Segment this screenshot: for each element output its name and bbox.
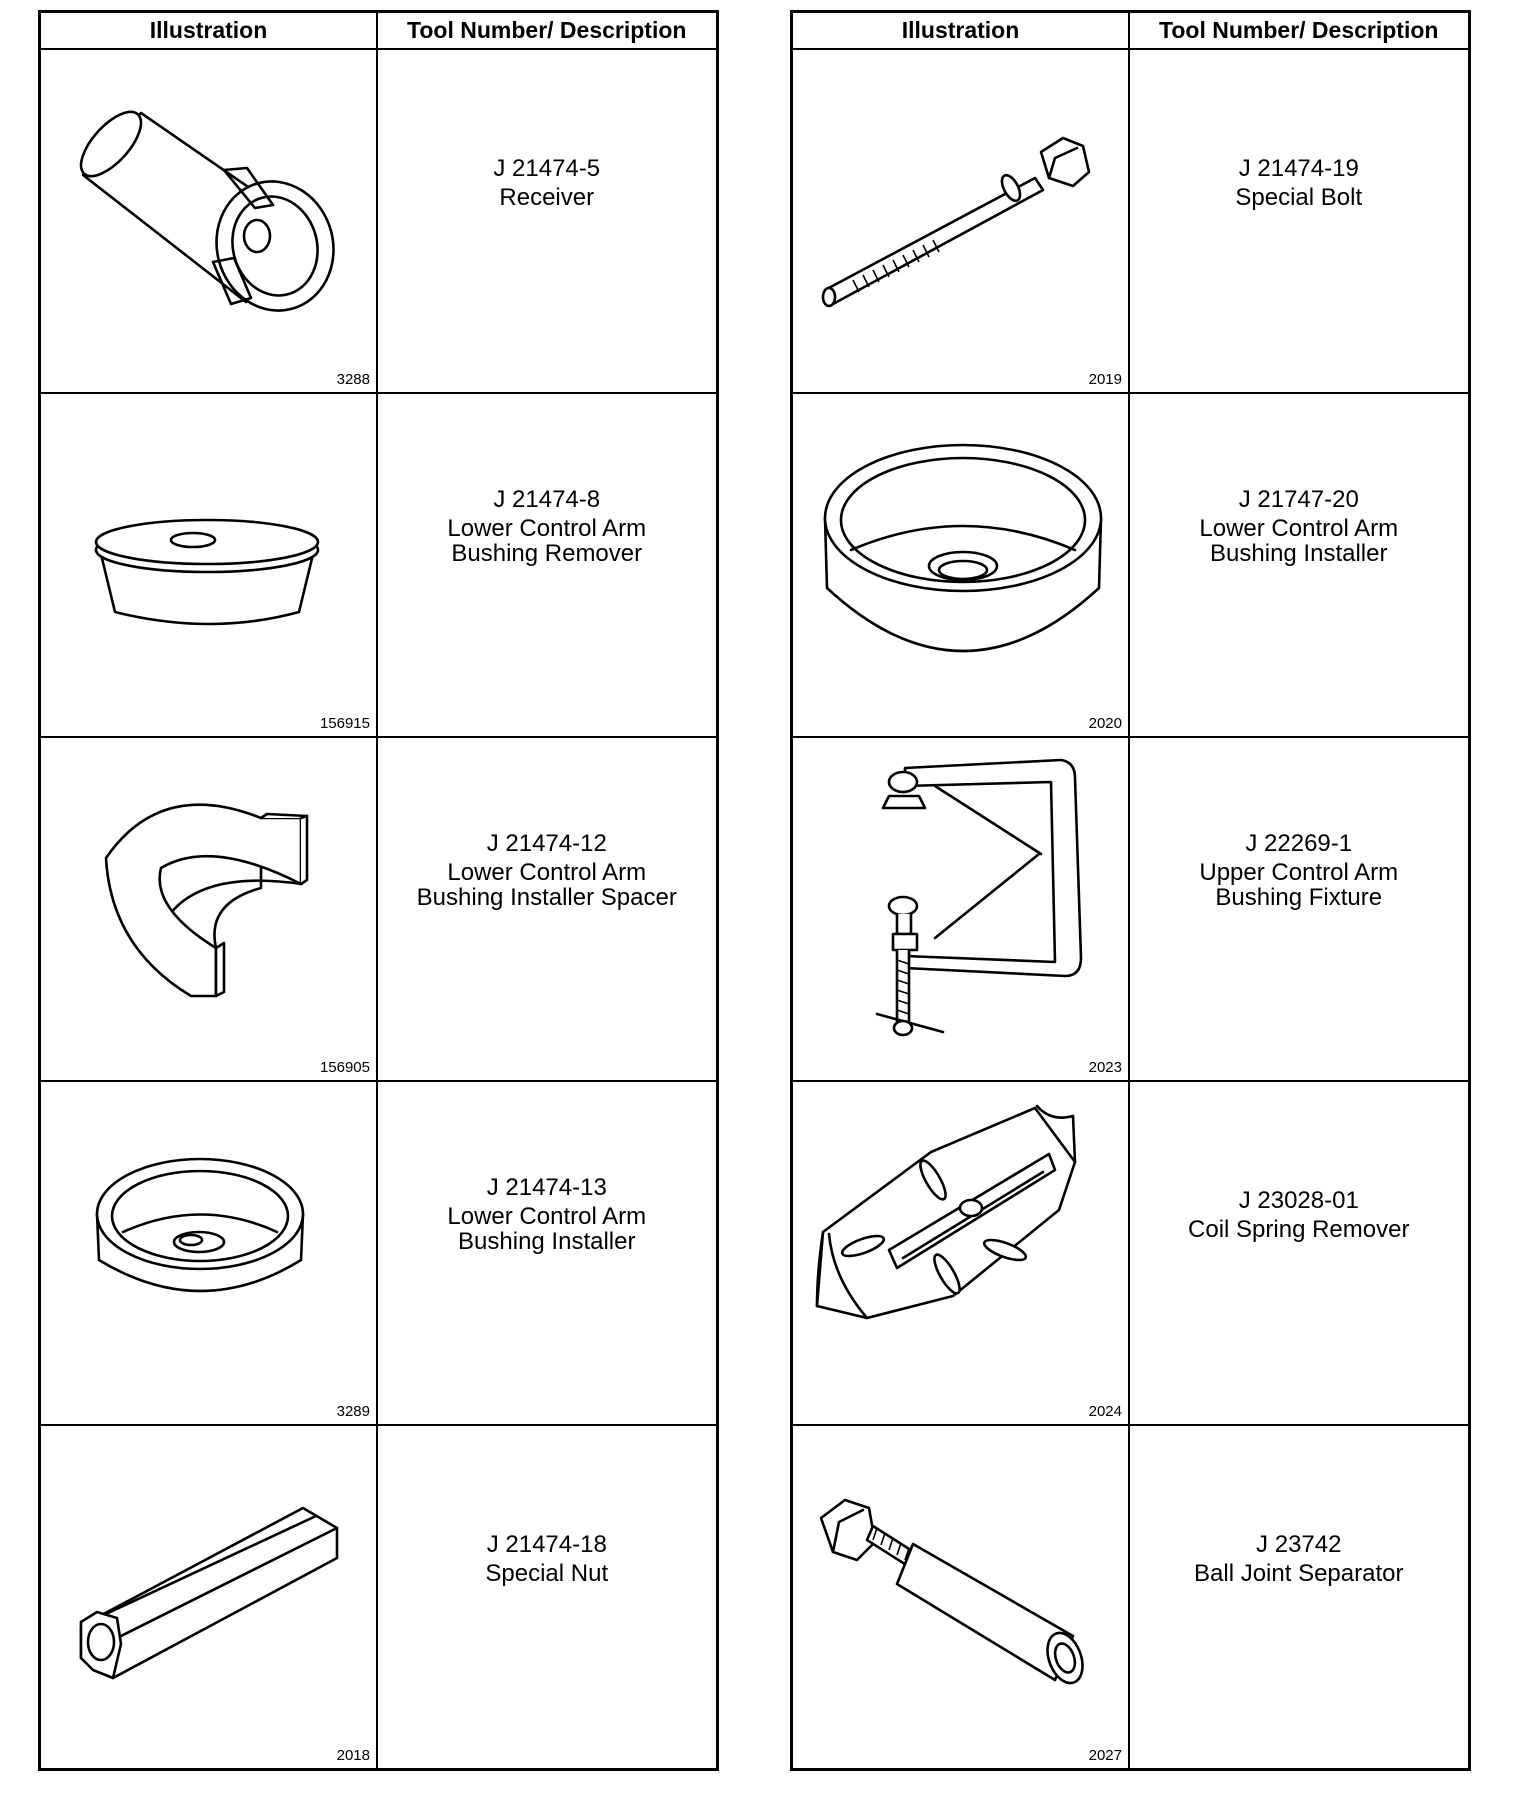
tool-description: Bushing Installer (1210, 540, 1388, 567)
cup-installer-icon (41, 1082, 376, 1422)
table-row (40, 1081, 718, 1425)
description-cell (377, 49, 717, 393)
figure-number: 2027 (1088, 1747, 1122, 1764)
tool-header: Tool Number/ Description (377, 12, 717, 50)
table-row (40, 737, 718, 1081)
table-row (40, 393, 718, 737)
spacer-icon (41, 738, 376, 1078)
tool-description: Lower Control Arm (447, 515, 647, 542)
large-cup-icon (793, 394, 1128, 734)
figure-number: 2020 (1088, 715, 1122, 732)
description-cell (1129, 737, 1469, 1081)
tool-description: Receiver (499, 183, 595, 211)
description-cell (377, 393, 717, 737)
tool-number: J 21474-12 (486, 830, 607, 857)
tool-number: J 23028-01 (1238, 1186, 1359, 1214)
illustration-cell (792, 49, 1130, 393)
illustration-cell (40, 393, 378, 737)
illustration-cell (40, 1081, 378, 1425)
description-cell (377, 1081, 717, 1425)
tool-description: Bushing Installer Spacer (416, 884, 677, 911)
illustration-header: Illustration (40, 12, 378, 50)
description-cell (1129, 1081, 1469, 1425)
figure-number: 2023 (1088, 1059, 1122, 1076)
tool-description: Lower Control Arm (447, 1203, 647, 1230)
tool-number: J 21747-20 (1238, 486, 1359, 513)
description-cell (377, 737, 717, 1081)
tool-description: Ball Joint Separator (1194, 1559, 1404, 1587)
tool-description: Bushing Installer (458, 1228, 636, 1255)
tool-description: Coil Spring Remover (1188, 1215, 1410, 1243)
header-row (792, 12, 1470, 50)
tool-number: J 21474-18 (486, 1530, 607, 1558)
table-row (792, 49, 1470, 393)
tool-number: J 21474-19 (1238, 154, 1359, 182)
tool-description: Bushing Remover (451, 540, 643, 567)
tool-description: Lower Control Arm (447, 859, 647, 886)
illustration-cell (792, 737, 1130, 1081)
figure-number: 2019 (1088, 371, 1122, 388)
illustration-cell (792, 1425, 1130, 1770)
c-clamp-icon (793, 738, 1128, 1078)
tool-description: Lower Control Arm (1199, 515, 1399, 542)
illustration-cell (40, 737, 378, 1081)
table-row (792, 737, 1470, 1081)
bolt-icon (793, 50, 1128, 390)
tool-description: Upper Control Arm (1199, 859, 1399, 886)
illustration-cell (40, 49, 378, 393)
tool-number: J 21474-13 (486, 1174, 607, 1201)
separator-icon (793, 1426, 1128, 1766)
illustration-cell (792, 1081, 1130, 1425)
tool-number: J 21474-8 (493, 486, 601, 513)
illustration-header: Illustration (792, 12, 1130, 50)
tool-description: Special Bolt (1235, 183, 1363, 211)
table-row (40, 1425, 718, 1770)
figure-number: 3288 (336, 371, 370, 388)
figure-number: 2018 (336, 1747, 370, 1764)
tool-description: Bushing Fixture (1215, 884, 1383, 911)
table-row (792, 1081, 1470, 1425)
table-row (40, 49, 718, 393)
tool-table-left (38, 10, 719, 1771)
header-row (40, 12, 718, 50)
tool-number: J 22269-1 (1245, 830, 1353, 857)
tool-description: Special Nut (485, 1559, 609, 1587)
figure-number: 156915 (319, 715, 370, 732)
receiver-icon (41, 50, 376, 390)
figure-number: 2024 (1088, 1403, 1122, 1420)
figure-number: 3289 (336, 1403, 370, 1420)
tool-header: Tool Number/ Description (1129, 12, 1469, 50)
spring-remover-icon (793, 1082, 1128, 1422)
illustration-cell (792, 393, 1130, 737)
tool-number: J 23742 (1256, 1530, 1342, 1558)
bushing-remover-icon (41, 394, 376, 734)
description-cell (377, 1425, 717, 1770)
description-cell (1129, 1425, 1469, 1770)
hex-nut-icon (41, 1426, 376, 1766)
illustration-cell (40, 1425, 378, 1770)
description-cell (1129, 393, 1469, 737)
table-row (792, 1425, 1470, 1770)
table-row (792, 393, 1470, 737)
tool-table-right (790, 10, 1471, 1771)
description-cell (1129, 49, 1469, 393)
tool-number: J 21474-5 (493, 154, 601, 182)
figure-number: 156905 (319, 1059, 370, 1076)
